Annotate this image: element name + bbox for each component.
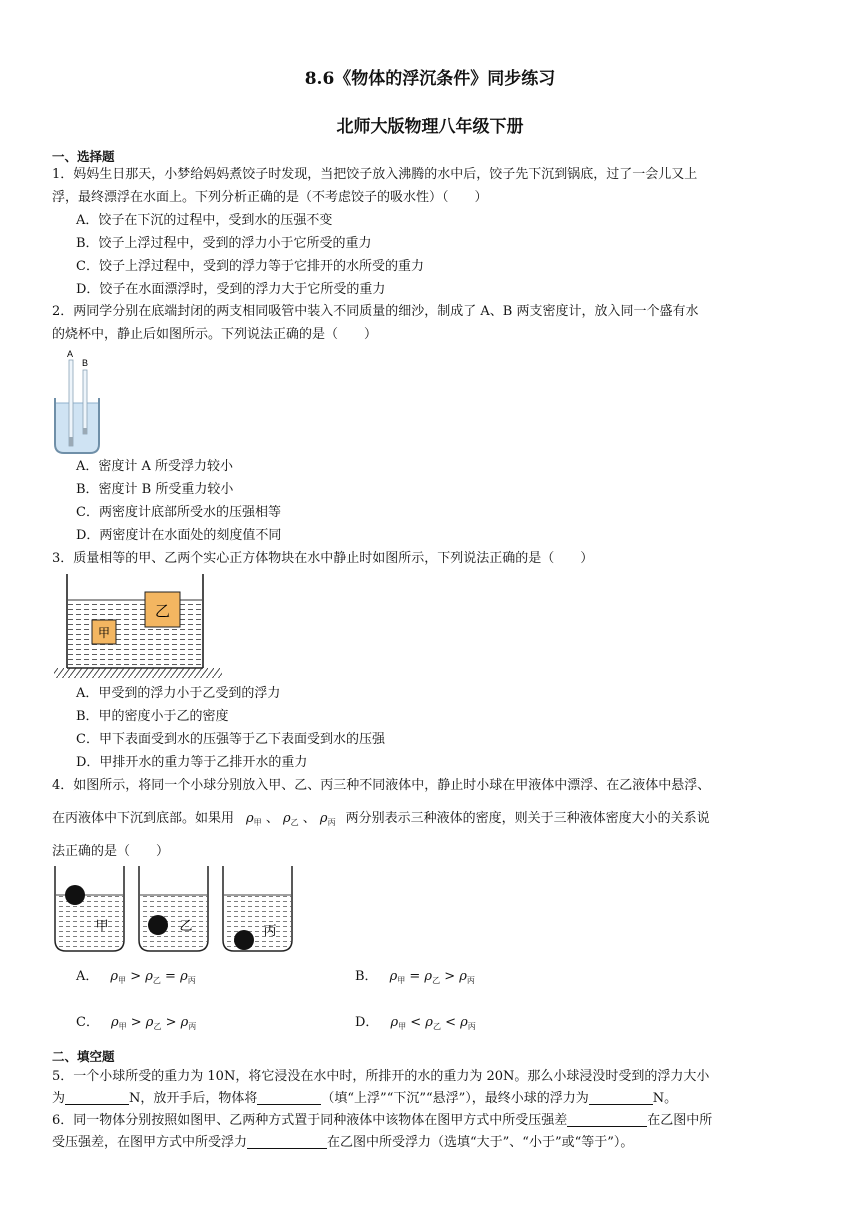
ball-bing (234, 930, 254, 950)
q2-option-a[interactable]: A．密度计 A 所受浮力较小 (76, 459, 234, 474)
q4-option-a[interactable]: A． $\rho_甲 > \rho_乙 = \rho_丙$ (76, 969, 196, 985)
hydrometer-b (83, 370, 87, 434)
q5-blank-1[interactable] (65, 1090, 129, 1105)
q2-option-d[interactable]: D．两密度计在水面处的刻度值不同 (76, 528, 282, 543)
beaker-jia (55, 866, 124, 951)
container-water (68, 600, 202, 668)
hydrometer-a (69, 360, 73, 446)
beaker-yi (139, 866, 208, 951)
beaker-water (56, 403, 98, 452)
q2-stem-line1: 2．两同学分别在底端封闭的两支相同吸管中装入不同质量的细沙，制成了 A、B 两支密度计，放入同一个盛有水 (52, 304, 699, 319)
q1-option-b[interactable]: B．饺子上浮过程中，受到的浮力小于它所受的重力 (76, 236, 372, 251)
q4-option-c[interactable]: C． $\rho_甲 > \rho_乙 > \rho_丙$ (76, 1015, 197, 1031)
ball-yi (148, 915, 168, 935)
page-subtitle: 北师大版物理八年级下册 (336, 117, 524, 137)
q1-option-c[interactable]: C．饺子上浮过程中，受到的浮力等于它排开的水所受的重力 (76, 259, 424, 274)
q5-blank-2[interactable] (257, 1090, 321, 1105)
hydrometer-label-a: A (67, 349, 74, 359)
hydrometer-label-b: B (82, 358, 89, 368)
liquid-yi-label: 乙 (179, 919, 193, 934)
q5-blank-3[interactable] (589, 1090, 653, 1105)
q2-option-b[interactable]: B．密度计 B 所受重力较小 (76, 482, 234, 497)
q3-option-a[interactable]: A．甲受到的浮力小于乙受到的浮力 (76, 686, 281, 701)
q2-option-c[interactable]: C．两密度计底部所受水的压强相等 (76, 505, 281, 520)
q3-option-d[interactable]: D．甲排开水的重力等于乙排开水的重力 (76, 755, 308, 770)
q6-blank-2[interactable] (247, 1134, 327, 1149)
q3-option-b[interactable]: B．甲的密度小于乙的密度 (76, 709, 229, 724)
q1-option-a[interactable]: A．饺子在下沉的过程中，受到水的压强不变 (76, 213, 333, 228)
hydrometer-figure (52, 346, 112, 454)
q4-option-b[interactable]: B． $\rho_甲 = \rho_乙 > \rho_丙$ (355, 969, 475, 985)
three-liquids-figure (52, 864, 298, 954)
q5-stem-line1: 5．一个小球所受的重力为 10N，将它浸没在水中时，所排开的水的重力为 20N。那么小球浸没时受到的浮力大小 (52, 1069, 710, 1084)
blocks-in-water-figure (52, 572, 228, 680)
beaker-bing (223, 866, 292, 951)
hydrometer-a-sand (69, 437, 73, 446)
hydrometer-b-sand (83, 428, 87, 434)
q4-option-d[interactable]: D． $\rho_甲 < \rho_乙 < \rho_丙$ (355, 1015, 476, 1031)
q6-blank-1[interactable] (567, 1112, 647, 1127)
q6-stem-line2: 受压强差，在图甲方式中所受浮力 在乙图中所受浮力（选填“大于”、“小于”或“等于”）。 (52, 1135, 634, 1150)
page-title: 8.6《物体的浮沉条件》同步练习 (304, 69, 556, 89)
q3-option-c[interactable]: C．甲下表面受到水的压强等于乙下表面受到水的压强 (76, 732, 385, 747)
q1-option-d[interactable]: D．饺子在水面漂浮时，受到的浮力大于它所受的重力 (76, 282, 386, 297)
section-heading-choice: 一、选择题 (52, 149, 115, 164)
liquid-jia-label: 甲 (95, 919, 109, 934)
q4-stem-line1: 4．如图所示，将同一个小球分别放入甲、乙、丙三种不同液体中，静止时小球在甲液体中漂浮、在乙液体中悬浮、 (52, 778, 711, 793)
ball-jia (65, 885, 85, 905)
q4-stem-line2: 在丙液体中下沉到底部。如果用 $\rho_甲$ 、 $\rho_乙$ 、 $\rho_丙$ 两分别表示三种液体的密度，则关于三种液体密度大小的关系说 (52, 811, 710, 827)
q5-stem-line2: 为 N，放开手后，物体将 （填“上浮”“下沉”“悬浮”），最终小球的浮力为 N。 (52, 1091, 678, 1106)
q6-stem-line1: 6．同一物体分别按照如图甲、乙两种方式置于同种液体中该物体在图甲方式中所受压强差 在乙图中所 (52, 1113, 713, 1128)
ground-hatch (54, 668, 222, 678)
section-heading-fill: 二、填空题 (52, 1049, 115, 1064)
liquid-bing-label: 丙 (263, 924, 277, 939)
q4-stem-line3: 法正确的是（ ） (52, 844, 170, 859)
q2-stem-line2: 的烧杯中，静止后如图所示。下列说法正确的是（ ） (52, 327, 378, 342)
block-yi-label: 乙 (154, 602, 171, 620)
block-jia-label: 甲 (97, 626, 111, 640)
q1-stem-line1: 1．妈妈生日那天，小梦给妈妈煮饺子时发现，当把饺子放入沸腾的水中后，饺子先下沉到锅底，过了一会儿又上 (52, 167, 698, 182)
q1-stem-line2: 浮，最终漂浮在水面上。下列分析正确的是（不考虑饺子的吸水性）（ ） (52, 190, 488, 205)
q3-stem-line1: 3．质量相等的甲、乙两个实心正方体物块在水中静止时如图所示，下列说法正确的是（ ） (52, 551, 594, 566)
